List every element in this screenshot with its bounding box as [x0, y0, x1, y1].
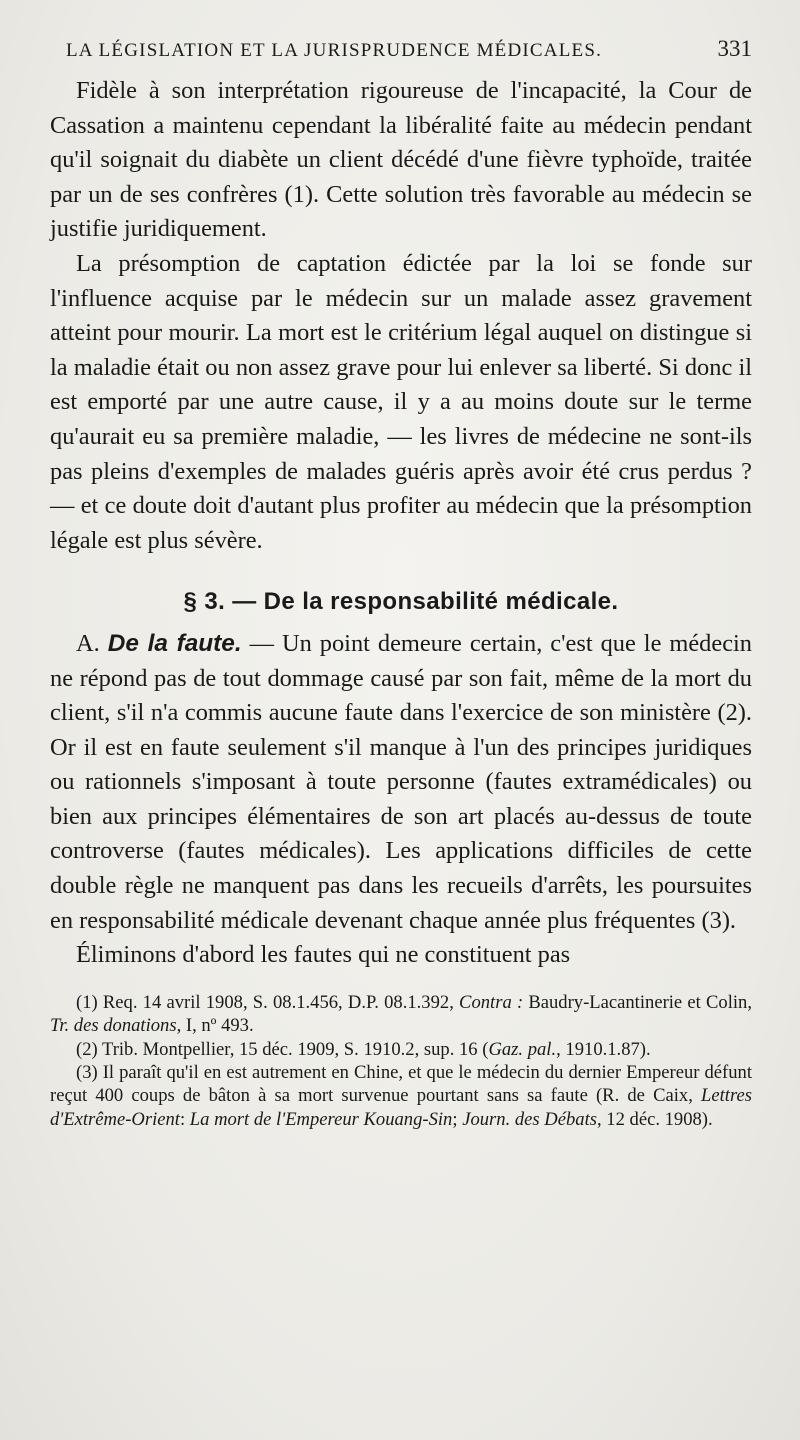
footnote-2-ref: , 1910.1.87).	[556, 1038, 651, 1060]
footnote-3	[50, 1061, 752, 1131]
footnote-1-authors: Baudry-Lacantinerie et Colin,	[523, 991, 752, 1013]
paragraph-eliminate: Éliminons d'abord les fautes qui ne constituent pas	[76, 941, 571, 969]
footnote-1-treatise: Tr. des donations	[50, 1015, 177, 1037]
running-head	[50, 36, 752, 74]
footnote-3-text: (3) Il paraît qu'il en est autrement en Chine, et que le médecin du dernier Empereur défunt reçut 400 coups de bâton à sa mort survenue pourtant sans sa faute (R. de Caix,	[50, 1062, 752, 1107]
footnote-3-sep2: ;	[452, 1108, 463, 1130]
footnote-3-chapter: La mort de l'Empereur Kouang-Sin	[189, 1108, 453, 1130]
footnotes	[50, 991, 752, 1131]
footnote-2	[50, 1038, 752, 1061]
paragraph-fault-text: — Un point demeure certain, c'est que le médecin ne répond pas de tout dommage causé par son fait, même de la mort du client, s'il n'a commis aucune faute dans l'exercice de son ministère (2). Or il est en faute seulement s'il manque à l'un des principes juridiques ou rationnels s'imposant à toute personne (fautes extramédicales) ou bien aux principes élémentaires de son art placés au-dessus de toute controverse (fautes médicales). Les applications difficiles de cette double règle ne manquent pas dans les recueils d'arrêts, les poursuites en responsabilité médicale devenant chaque année plus fréquentes (3).	[50, 629, 753, 934]
subsection-title: De la faute.	[107, 629, 242, 657]
paragraph-captation-ruling: Fidèle à son interprétation rigoureuse de l'incapacité, la Cour de Cassation a maintenu cependant la libéralité faite au médecin pendant qu'il soignait du diabète un client décédé d'une fièvre typhoïde, traitée par un de ses confrères (1). Cette solution très favorable au médecin se justifie juridiquement.	[50, 77, 752, 243]
footnote-3-sep1: :	[179, 1108, 190, 1130]
footnote-2-text: (2) Trib. Montpellier, 15 déc. 1909, S. 1910.2, sup. 16 (	[76, 1038, 489, 1060]
footnote-3-book: Lettres d'Extrême-Orient	[50, 1085, 752, 1130]
footnote-2-gazette: Gaz. pal.	[488, 1038, 557, 1060]
main-text	[50, 74, 752, 973]
subsection-label: A.	[76, 629, 100, 657]
footnote-3-journal: Journ. des Débats	[462, 1108, 597, 1130]
footnote-1-text: (1) Req. 14 avril 1908, S. 08.1.456, D.P. 08.1.392,	[76, 991, 460, 1013]
page-number: 331	[717, 36, 752, 61]
footnote-1-ref: , I, nº 493.	[176, 1015, 254, 1037]
footnote-3-date: , 12 déc. 1908).	[596, 1108, 713, 1130]
paragraph-fault	[50, 627, 752, 938]
footnote-1-contra: Contra :	[459, 991, 524, 1013]
footnote-1	[50, 991, 752, 1038]
running-title: LA LÉGISLATION ET LA JURISPRUDENCE MÉDICALES.	[66, 40, 603, 61]
paragraph-presumption: La présomption de captation édictée par la loi se fonde sur l'influence acquise par le médecin sur un malade assez gravement atteint pour mourir. La mort est le critérium légal auquel on distingue si la maladie était ou non assez grave pour lui enlever sa liberté. Si donc il est emporté par une autre cause, il y a au moins doute sur le terme qu'aurait eu sa première maladie, — les livres de médecine ne sont-ils pas pleins d'exemples de malades guéris après avoir été crus perdus ? — et ce doute doit d'autant plus profiter au médecin que la présomption légale est plus sévère.	[50, 249, 752, 554]
section-heading: § 3. — De la responsabilité médicale.	[183, 588, 619, 616]
